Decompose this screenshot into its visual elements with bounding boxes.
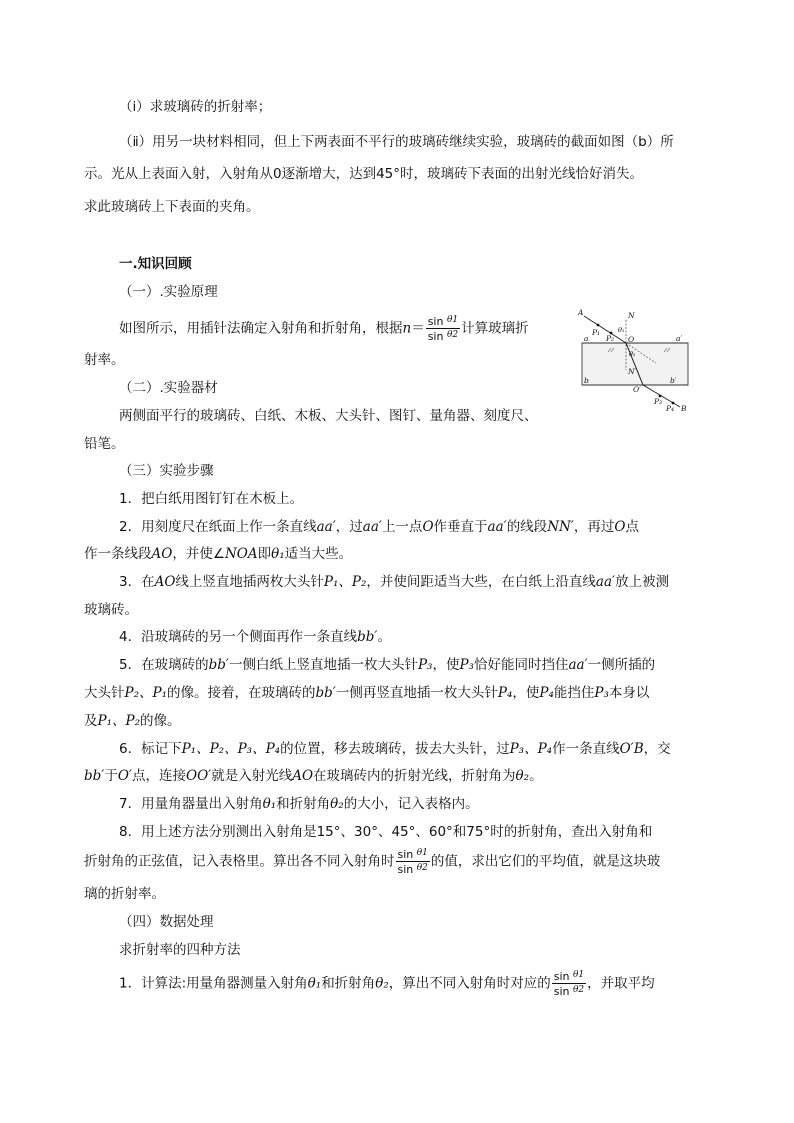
subheading-data-processing: （四）数据处理 xyxy=(119,914,214,930)
pin-p1 xyxy=(597,324,600,327)
step-5-line2: 大头针P₂、P₁的像。接着，在玻璃砖的bb′一侧再竖直地插一枚大头针P₄，使P₄能挡住P₃本身以 xyxy=(84,685,650,701)
principle-text: 如图所示，用插针法确定入射角和折射角，根据 xyxy=(119,320,403,337)
label-a: a xyxy=(584,334,589,343)
label-b-prime: b′ xyxy=(670,376,677,385)
sin-label: sin xyxy=(427,315,444,328)
step-8-line3: 璃的折射率。 xyxy=(84,886,165,902)
principle-line2: 射率。 xyxy=(84,352,125,368)
label-theta2: θ₂ xyxy=(629,350,636,358)
step-5-line1: 5．在玻璃砖的bb′一侧白纸上竖直地插一枚大头针P₃，使P₃恰好能同时挡住aa′一侧所插的 xyxy=(119,657,656,673)
step-6-line2: bb′于O′点，连接OO′就是入射光线AO在玻璃砖内的折射光线，折射角为θ₂。 xyxy=(84,768,543,784)
label-n: N xyxy=(628,311,635,320)
label-p2: P₂ xyxy=(606,334,615,343)
question-i: （ⅰ）求玻璃砖的折射率； xyxy=(119,99,272,115)
subheading-equipment: （二）.实验器材 xyxy=(119,380,218,396)
equipment-line2: 铅笔。 xyxy=(84,436,125,452)
sin-ratio-fraction: $\frac{\sin ^{\theta 1}}{\sin ^{\theta 2}}$ xyxy=(397,848,428,876)
label-p1: P₁ xyxy=(592,328,601,337)
label-a-prime: a′ xyxy=(676,334,683,343)
methods-intro: 求折射率的四种方法 xyxy=(119,942,241,958)
theta1-label: θ1 xyxy=(446,315,459,325)
label-a-point: A xyxy=(578,308,584,317)
question-ii-line3: 求此玻璃砖上下表面的夹角。 xyxy=(84,199,260,215)
label-b: b xyxy=(584,376,589,385)
label-p3: P₃ xyxy=(654,397,663,406)
principle-line1 xyxy=(119,314,529,343)
step-7: 7．用量角器量出入射角θ₁和折射角θ₂的大小，记入表格内。 xyxy=(119,796,479,812)
step-3-line1: 3．在AO线上竖直地插两枚大头针P₁、P₂，并使间距适当大些，在白纸上沿直线aa′放上被测 xyxy=(119,574,670,590)
sin-ratio-fraction xyxy=(426,314,460,343)
subheading-principle: （一）.实验原理 xyxy=(119,284,218,300)
section-heading-review: 一.知识回顾 xyxy=(119,256,192,272)
step-3-line2: 玻璃砖。 xyxy=(84,602,138,618)
sin-ratio-fraction: $\frac{\sin ^{\theta 1}}{\sin ^{\theta 2}}$ xyxy=(553,970,585,998)
equipment-line1: 两侧面平行的玻璃砖、白纸、木板、大头针、图钉、量角器、刻度尺、 xyxy=(119,408,538,424)
label-o: O xyxy=(628,335,635,344)
label-o-prime: O′ xyxy=(633,385,641,394)
question-ii-line1: （ⅱ）用另一块材料相同，但上下两表面不平行的玻璃砖继续实验，玻璃砖的截面如图（b）所 xyxy=(119,134,674,150)
label-theta1: θ₁ xyxy=(618,326,625,334)
question-ii-line2: 示。光从上表面入射，入射角从0逐渐增大，达到45°时，玻璃砖下表面的出射光线恰好消失。 xyxy=(84,166,644,182)
subheading-steps: （三）实验步骤 xyxy=(119,463,214,479)
step-8-line1: 8．用上述方法分别测出入射角是15°、30°、45°、60°和75°时的折射角，查出入射角和 xyxy=(119,824,653,840)
step-5-line3: 及P₁、P₂的像。 xyxy=(84,713,181,729)
principle-text-b: 计算玻璃折 xyxy=(461,320,529,337)
step-2-line2: 作一条线段AO，并使∠NOA即θ₁适当大些。 xyxy=(84,546,353,562)
theta2-label: θ2 xyxy=(446,330,459,340)
label-p4: P₄ xyxy=(666,404,675,412)
step-8-line2: 折射角的正弦值，记入表格里。算出各不同入射角时 $\frac{\sin ^{\theta 1}}{\sin ^{\theta 2}}$ 的值，求出它们的平均值，就是这块玻 xyxy=(84,848,661,876)
equals-sign: ＝ xyxy=(411,320,425,337)
label-n-prime: N′ xyxy=(628,367,637,376)
n-symbol: n xyxy=(402,320,412,337)
step-1: 1．把白纸用图钉钉在木板上。 xyxy=(119,491,304,507)
refraction-diagram xyxy=(578,308,694,412)
step-4: 4．沿玻璃砖的另一个侧面再作一条直线bb′。 xyxy=(119,629,391,645)
label-b-point: B xyxy=(681,404,687,412)
step-6-line1: 6．标记下P₁、P₂、P₃、P₄的位置，移去玻璃砖，拔去大头针，过P₃、P₄作一条直线O′B，交 xyxy=(119,741,671,757)
step-2-line1: 2．用刻度尺在纸面上作一条直线aa′，过aa′上一点O作垂直于aa′的线段NN′，再过O点 xyxy=(119,519,639,535)
sin-label: sin xyxy=(427,330,444,343)
method-1-line: 1．计算法:用量角器测量入射角θ₁和折射角θ₂，算出不同入射角时对应的 $\frac{\sin ^{\theta 1}}{\sin ^{\theta 2}}$ ，并取平均 xyxy=(119,970,655,998)
